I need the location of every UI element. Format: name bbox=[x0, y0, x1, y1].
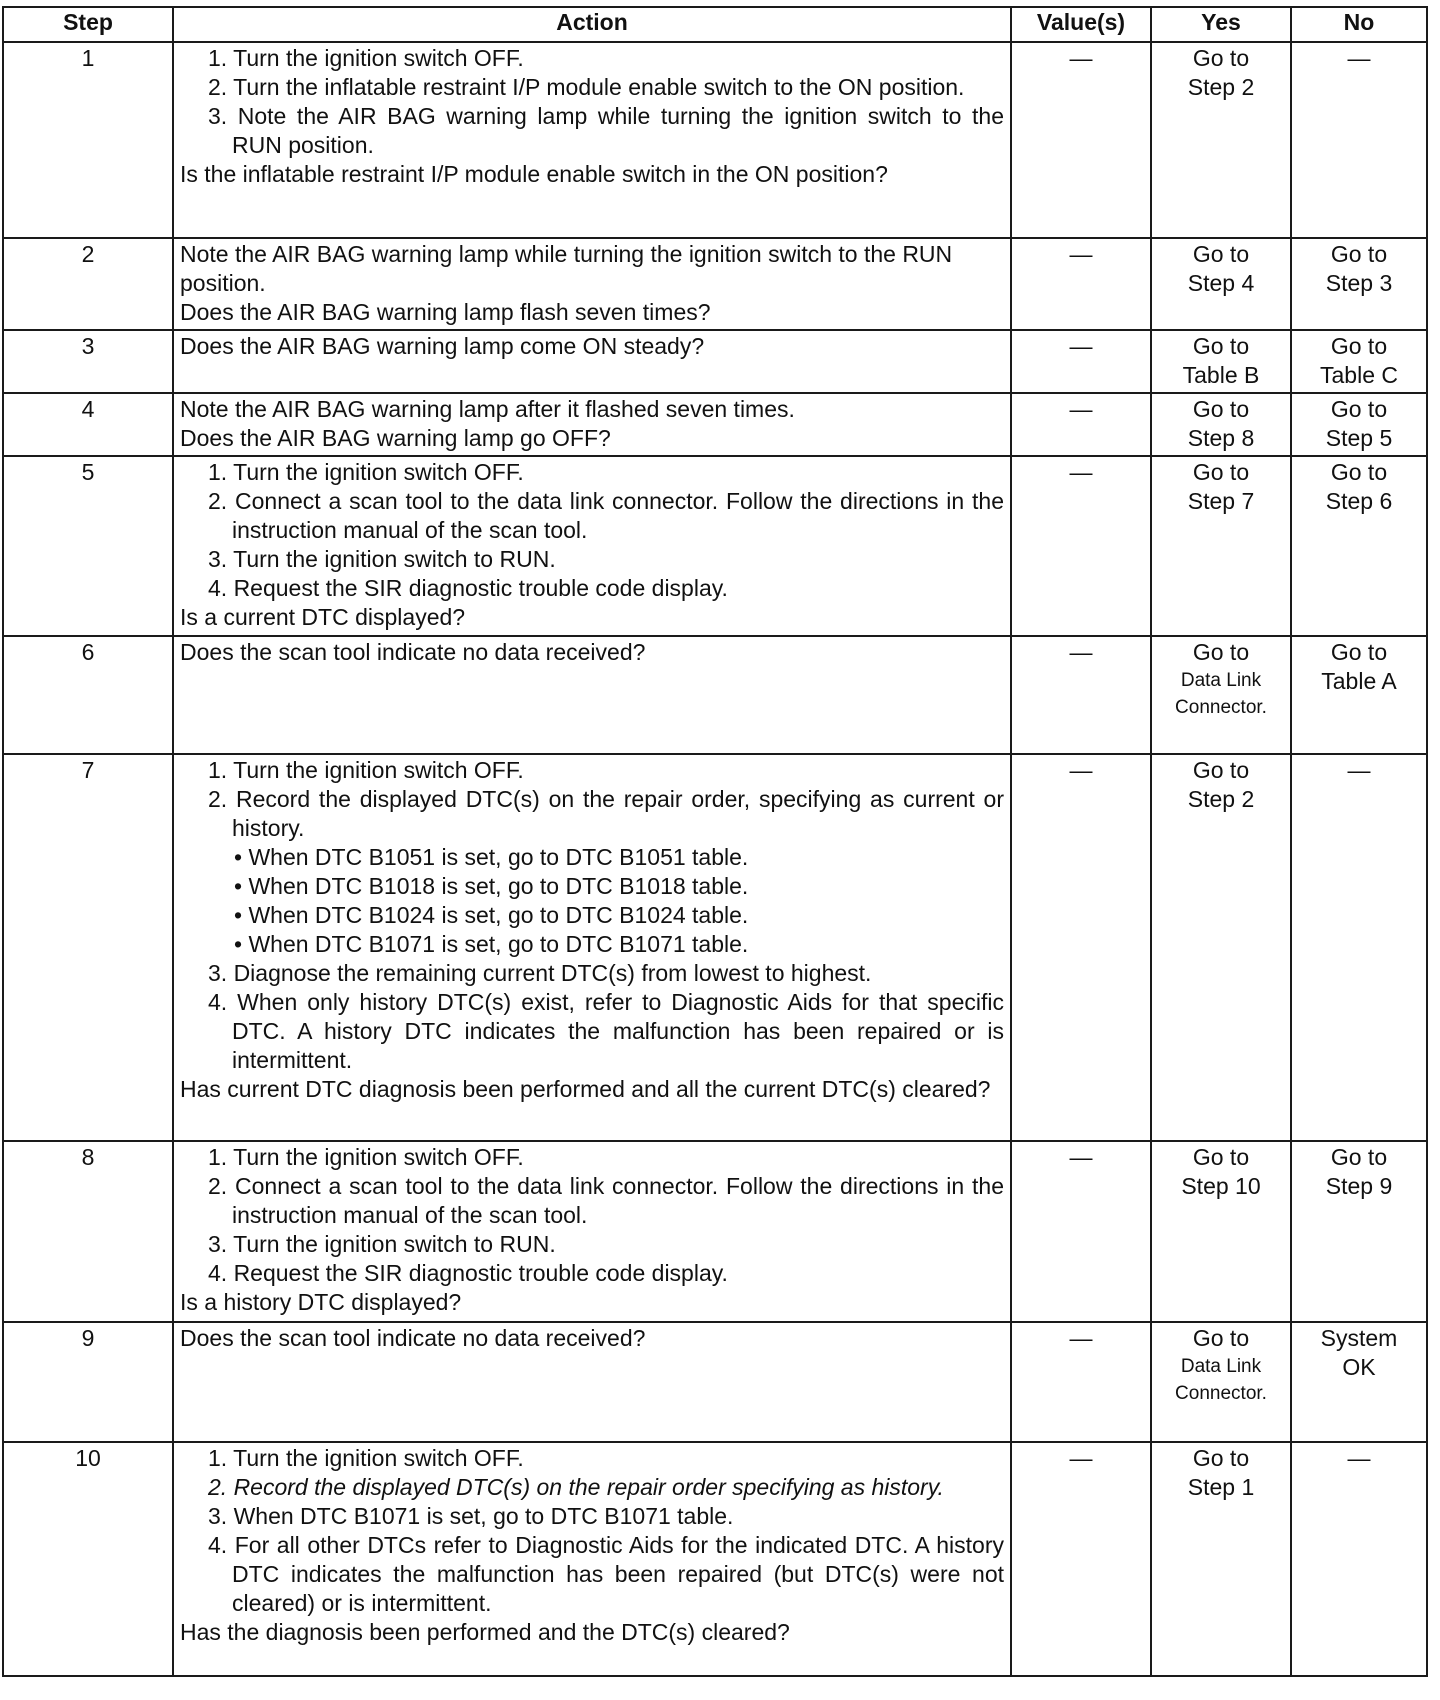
yes-line: Connector. bbox=[1175, 1383, 1267, 1404]
action-bullet: • When DTC B1024 is set, go to DTC B1024 table. bbox=[180, 901, 1004, 930]
action-cell bbox=[173, 636, 1011, 754]
value-cell: — bbox=[1011, 238, 1151, 330]
no-cell bbox=[1291, 1322, 1427, 1442]
action-bullet: • When DTC B1071 is set, go to DTC B1071 table. bbox=[180, 930, 1004, 959]
action-item: 1. Turn the ignition switch OFF. bbox=[208, 757, 524, 783]
action-question: Is the inflatable restraint I/P module enable switch in the ON position? bbox=[180, 161, 888, 187]
yes-line: Step 2 bbox=[1187, 786, 1255, 812]
table-row bbox=[3, 456, 1427, 636]
action-text: Note the AIR BAG warning lamp after it flashed seven times. bbox=[180, 396, 795, 422]
no-cell bbox=[1291, 42, 1427, 238]
yes-line: Go to bbox=[1192, 1445, 1250, 1471]
no-cell bbox=[1291, 238, 1427, 330]
step-number: 6 bbox=[3, 636, 173, 754]
table-row bbox=[3, 330, 1427, 393]
yes-cell bbox=[1151, 1141, 1291, 1322]
header-step: Step bbox=[3, 7, 173, 42]
action-question: Is a current DTC displayed? bbox=[180, 604, 466, 630]
step-number: 9 bbox=[3, 1322, 173, 1442]
no-line: Table A bbox=[1321, 668, 1397, 694]
table-row bbox=[3, 636, 1427, 754]
action-item: 3. Turn the ignition switch to RUN. bbox=[208, 1231, 556, 1257]
step-number: 1 bbox=[3, 42, 173, 238]
action-bullet: • When DTC B1018 is set, go to DTC B1018 table. bbox=[180, 872, 1004, 901]
action-cell bbox=[173, 1141, 1011, 1322]
action-cell bbox=[173, 1442, 1011, 1676]
action-item: 1. Turn the ignition switch OFF. bbox=[208, 1445, 524, 1471]
action-question: Does the scan tool indicate no data received? bbox=[180, 639, 646, 665]
action-cell bbox=[173, 330, 1011, 393]
header-no: No bbox=[1291, 7, 1427, 42]
action-item: 1. Turn the ignition switch OFF. bbox=[208, 1144, 524, 1170]
action-question: Does the AIR BAG warning lamp come ON steady? bbox=[180, 333, 705, 359]
action-question: Has the diagnosis been performed and the DTC(s) cleared? bbox=[180, 1619, 790, 1645]
step-number: 8 bbox=[3, 1141, 173, 1322]
action-item: 3. Note the AIR BAG warning lamp while turning the ignition switch to the RUN position. bbox=[208, 103, 1004, 158]
action-text: Note the AIR BAG warning lamp while turning the ignition switch to the RUN position. bbox=[180, 241, 953, 296]
header-yes: Yes bbox=[1151, 7, 1291, 42]
no-line: Table C bbox=[1320, 362, 1398, 388]
action-question: Does the AIR BAG warning lamp flash seven times? bbox=[180, 299, 711, 325]
action-item: 2. Connect a scan tool to the data link connector. Follow the directions in the instruction manual of the scan tool. bbox=[208, 1173, 1004, 1228]
yes-line: Go to bbox=[1192, 333, 1250, 359]
yes-cell bbox=[1151, 393, 1291, 456]
yes-line: Go to bbox=[1192, 396, 1250, 422]
step-number: 7 bbox=[3, 754, 173, 1141]
no-line: Go to bbox=[1330, 639, 1388, 665]
table-row bbox=[3, 238, 1427, 330]
table-header-row bbox=[3, 7, 1427, 42]
action-bullet: • When DTC B1051 is set, go to DTC B1051 table. bbox=[180, 843, 1004, 872]
action-item: 2. Connect a scan tool to the data link connector. Follow the directions in the instruction manual of the scan tool. bbox=[208, 488, 1004, 543]
action-cell bbox=[173, 393, 1011, 456]
yes-line: Go to bbox=[1192, 1144, 1250, 1170]
value-cell: — bbox=[1011, 456, 1151, 636]
value-cell: — bbox=[1011, 1322, 1151, 1442]
action-question: Is a history DTC displayed? bbox=[180, 1289, 462, 1315]
header-values: Value(s) bbox=[1011, 7, 1151, 42]
yes-line: Step 4 bbox=[1187, 270, 1255, 296]
no-line: OK bbox=[1342, 1354, 1376, 1380]
yes-line: Step 8 bbox=[1187, 425, 1255, 451]
no-line: Step 5 bbox=[1325, 425, 1393, 451]
action-cell bbox=[173, 238, 1011, 330]
yes-line: Connector. bbox=[1175, 697, 1267, 718]
header-action: Action bbox=[173, 7, 1011, 42]
action-question: Does the scan tool indicate no data received? bbox=[180, 1325, 646, 1351]
action-item: 2. Record the displayed DTC(s) on the repair order, specifying as current or history. bbox=[208, 786, 1004, 841]
action-cell bbox=[173, 42, 1011, 238]
step-number: 3 bbox=[3, 330, 173, 393]
yes-cell bbox=[1151, 1322, 1291, 1442]
yes-line: Go to bbox=[1192, 45, 1250, 71]
yes-cell bbox=[1151, 1442, 1291, 1676]
table-row bbox=[3, 1322, 1427, 1442]
value-cell: — bbox=[1011, 330, 1151, 393]
no-line: Step 3 bbox=[1325, 270, 1393, 296]
yes-line: Data Link bbox=[1180, 670, 1262, 691]
step-number: 4 bbox=[3, 393, 173, 456]
action-question: Has current DTC diagnosis been performed and all the current DTC(s) cleared? bbox=[180, 1076, 991, 1102]
value-cell: — bbox=[1011, 393, 1151, 456]
yes-line: Go to bbox=[1192, 241, 1250, 267]
table-row bbox=[3, 393, 1427, 456]
yes-line: Step 7 bbox=[1187, 488, 1255, 514]
action-item: 1. Turn the ignition switch OFF. bbox=[208, 45, 524, 71]
no-cell bbox=[1291, 330, 1427, 393]
action-question: Does the AIR BAG warning lamp go OFF? bbox=[180, 425, 611, 451]
action-item: 4. When only history DTC(s) exist, refer to Diagnostic Aids for that specific DTC. A history DTC indicates the malfunction has been repaired or is intermittent. bbox=[208, 989, 1004, 1073]
no-cell bbox=[1291, 456, 1427, 636]
yes-cell bbox=[1151, 42, 1291, 238]
yes-cell bbox=[1151, 238, 1291, 330]
yes-line: Go to bbox=[1192, 757, 1250, 783]
action-cell bbox=[173, 1322, 1011, 1442]
no-line: — bbox=[1347, 757, 1371, 783]
no-cell bbox=[1291, 393, 1427, 456]
yes-line: Go to bbox=[1192, 459, 1250, 485]
diagnostic-table bbox=[2, 6, 1428, 1677]
action-item: 2. Record the displayed DTC(s) on the repair order specifying as history. bbox=[208, 1474, 944, 1500]
table-row bbox=[3, 1442, 1427, 1676]
no-line: Step 6 bbox=[1325, 488, 1393, 514]
yes-cell bbox=[1151, 754, 1291, 1141]
yes-cell bbox=[1151, 330, 1291, 393]
step-number: 2 bbox=[3, 238, 173, 330]
action-item: 1. Turn the ignition switch OFF. bbox=[208, 459, 524, 485]
no-cell bbox=[1291, 1141, 1427, 1322]
no-line: Go to bbox=[1330, 333, 1388, 359]
yes-line: Data Link bbox=[1180, 1356, 1262, 1377]
action-item: 4. Request the SIR diagnostic trouble code display. bbox=[208, 575, 728, 601]
step-number: 10 bbox=[3, 1442, 173, 1676]
action-item: 3. When DTC B1071 is set, go to DTC B1071 table. bbox=[208, 1503, 734, 1529]
no-cell bbox=[1291, 754, 1427, 1141]
action-item: 3. Turn the ignition switch to RUN. bbox=[208, 546, 556, 572]
value-cell: — bbox=[1011, 754, 1151, 1141]
action-item: 2. Turn the inflatable restraint I/P module enable switch to the ON position. bbox=[208, 74, 965, 100]
action-cell bbox=[173, 754, 1011, 1141]
yes-line: Go to bbox=[1192, 639, 1250, 665]
diagnostic-table-page bbox=[2, 6, 1426, 1677]
yes-line: Table B bbox=[1182, 362, 1260, 388]
no-line: Step 9 bbox=[1325, 1173, 1393, 1199]
no-line: Go to bbox=[1330, 459, 1388, 485]
no-line: Go to bbox=[1330, 396, 1388, 422]
step-number: 5 bbox=[3, 456, 173, 636]
action-item: 4. Request the SIR diagnostic trouble code display. bbox=[208, 1260, 728, 1286]
action-item: 4. For all other DTCs refer to Diagnostic Aids for the indicated DTC. A history DTC indicates the malfunction has been repaired (but DTC(s) were not cleared) or is intermittent. bbox=[208, 1532, 1004, 1616]
table-row bbox=[3, 1141, 1427, 1322]
yes-line: Step 2 bbox=[1187, 74, 1255, 100]
no-line: System bbox=[1320, 1325, 1398, 1351]
table-row bbox=[3, 42, 1427, 238]
action-item: 3. Diagnose the remaining current DTC(s) from lowest to highest. bbox=[208, 960, 872, 986]
no-cell bbox=[1291, 636, 1427, 754]
no-line: — bbox=[1347, 45, 1371, 71]
value-cell: — bbox=[1011, 1141, 1151, 1322]
yes-line: Step 10 bbox=[1181, 1173, 1261, 1199]
table-row bbox=[3, 754, 1427, 1141]
no-line: — bbox=[1347, 1445, 1371, 1471]
value-cell: — bbox=[1011, 1442, 1151, 1676]
no-cell bbox=[1291, 1442, 1427, 1676]
no-line: Go to bbox=[1330, 1144, 1388, 1170]
value-cell: — bbox=[1011, 42, 1151, 238]
yes-cell bbox=[1151, 456, 1291, 636]
action-cell bbox=[173, 456, 1011, 636]
yes-line: Go to bbox=[1192, 1325, 1250, 1351]
value-cell: — bbox=[1011, 636, 1151, 754]
yes-cell bbox=[1151, 636, 1291, 754]
yes-line: Step 1 bbox=[1187, 1474, 1255, 1500]
no-line: Go to bbox=[1330, 241, 1388, 267]
